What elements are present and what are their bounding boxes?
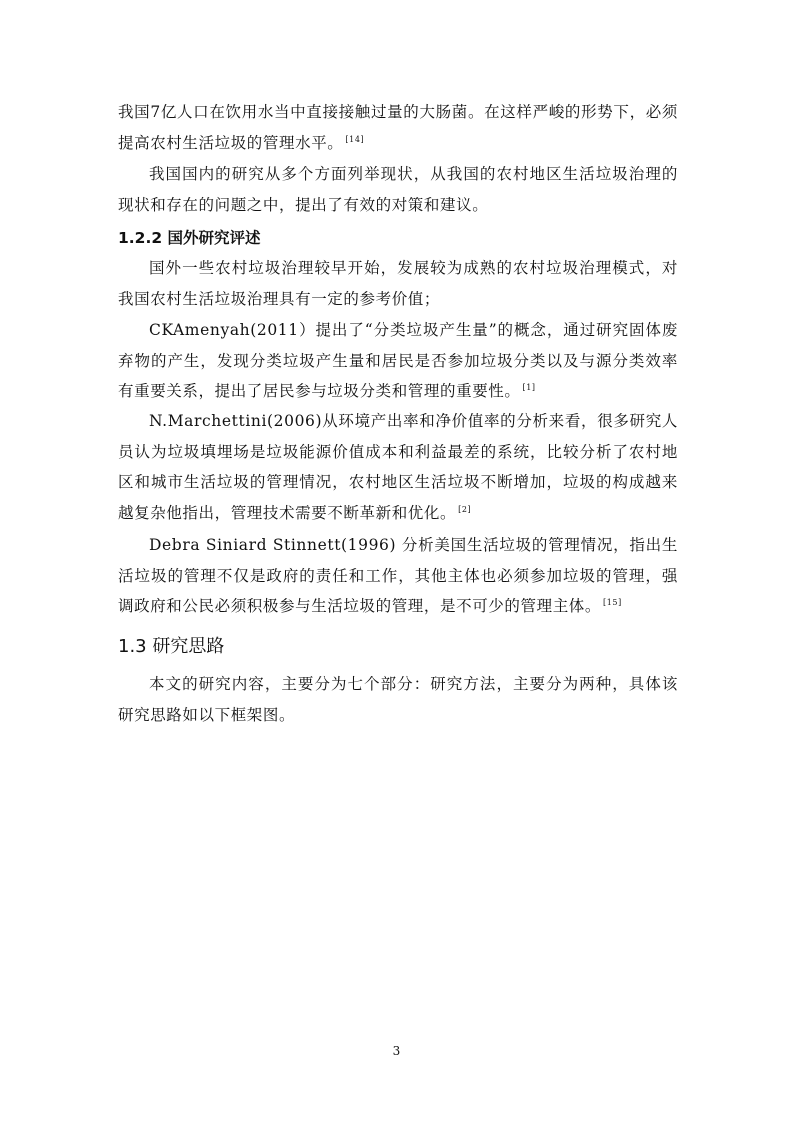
section-heading-1-3: 1.3 研究思路 bbox=[118, 636, 225, 657]
citation-2: [2] bbox=[458, 504, 472, 514]
paragraph-stinnett bbox=[118, 530, 678, 622]
paragraph-text: N.Marchettini(2006)从环境产出率和净价值率的分析来看，很多研究人员认为垃圾填埋场是垃圾能源价值成本和利益最差的系统，比较分析了农村地区和城市生活垃圾的管理情况，农村地区生活垃圾不断增加，垃圾的构成越来越复杂他指出，管理技术需要不断革新和优化。 bbox=[118, 412, 678, 522]
citation-1: [1] bbox=[522, 383, 536, 393]
paragraph-drinking-water bbox=[118, 97, 678, 158]
paragraph-text: 本文的研究内容，主要分为七个部分：研究方法，主要分为两种，具体该研究思路如以下框架图。 bbox=[118, 675, 678, 724]
section-heading-1-2-2: 1.2.2 国外研究评述 bbox=[118, 229, 261, 247]
citation-14: [14] bbox=[345, 134, 365, 144]
paragraph-research-approach bbox=[118, 669, 678, 730]
paragraph-text: Debra Siniard Stinnett(1996) 分析美国生活垃圾的管理情况，指出生活垃圾的管理不仅是政府的责任和工作，其他主体也必须参加垃圾的管理，强调政府和公民必须积极参与生活垃圾的管理，是不可少的管理主体。 bbox=[118, 536, 678, 616]
paragraph-domestic-research bbox=[118, 159, 678, 220]
page-number: 3 bbox=[392, 1044, 401, 1058]
paragraph-foreign-overview bbox=[118, 253, 678, 314]
paragraph-marchettini bbox=[118, 406, 678, 528]
citation-15: [15] bbox=[603, 598, 622, 608]
paragraph-text: CKAmenyah(2011）提出了“分类垃圾产生量”的概念，通过研究固体废弃物的产生，发现分类垃圾产生量和居民是否参加垃圾分类以及与源分类效率有重要关系，提出了居民参与垃圾分类和管理的重要性。 bbox=[118, 321, 678, 401]
paragraph-text: 我国国内的研究从多个方面列举现状，从我国的农村地区生活垃圾治理的现状和存在的问题之中，提出了有效的对策和建议。 bbox=[118, 165, 678, 214]
paragraph-text: 我国7亿人口在饮用水当中直接接触过量的大肠菌。在这样严峻的形势下，必须提高农村生活垃圾的管理水平。 bbox=[118, 103, 678, 152]
paragraph-text: 国外一些农村垃圾治理较早开始，发展较为成熟的农村垃圾治理模式，对我国农村生活垃圾治理具有一定的参考价值； bbox=[118, 259, 678, 308]
paragraph-ckamenyah bbox=[118, 315, 678, 407]
